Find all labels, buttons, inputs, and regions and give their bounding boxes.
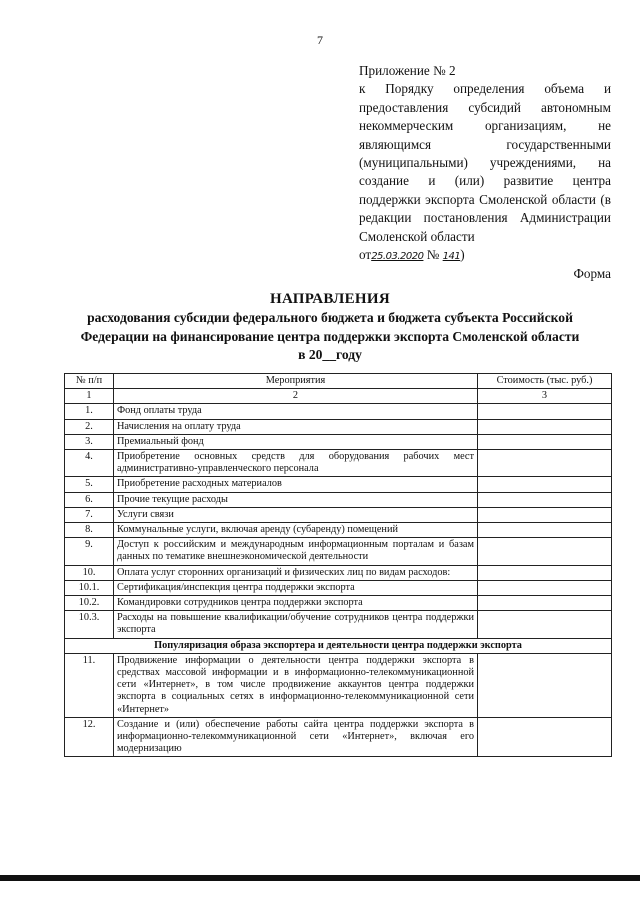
document-title [60,289,600,365]
table-row [65,565,612,580]
page-number: 7 [317,33,323,47]
row-number: 10.2. [65,596,114,611]
row-cost [478,492,612,507]
table-row [65,404,612,419]
row-cost [478,580,612,595]
header-cost: Стоимость (тыс. руб.) [478,374,612,389]
table-row [65,717,612,757]
row-activity: Сертификация/инспекция центра поддержки экспорта [114,580,478,595]
row-number: 4. [65,450,114,477]
expense-table [64,373,612,757]
row-activity: Доступ к российским и международным информационным порталам и базам данных по тематике внешнеэкономической деятельности [114,538,478,565]
from-prefix: от [359,247,372,263]
row-cost [478,565,612,580]
handwritten-number: 141 [442,251,461,263]
section-heading-row [65,638,612,653]
row-number: 6. [65,492,114,507]
table-row [65,419,612,434]
row-cost [478,653,612,717]
row-number: 12. [65,717,114,757]
column-number-1: 1 [65,389,114,404]
row-cost [478,450,612,477]
appendix-date-line [359,246,611,266]
row-number: 9. [65,538,114,565]
row-activity: Расходы на повышение квалификации/обучение сотрудников центра поддержки экспорта [114,611,478,638]
table-row [65,538,612,565]
row-number: 10. [65,565,114,580]
row-cost [478,717,612,757]
row-activity: Премиальный фонд [114,434,478,449]
row-cost [478,538,612,565]
row-number: 3. [65,434,114,449]
row-cost [478,611,612,638]
row-cost [478,523,612,538]
row-activity: Создание и (или) обеспечение работы сайта центра поддержки экспорта в информационно-телекоммуникационной сети «Интернет», включая его модернизацию [114,717,478,757]
title-line-4: в 20__году [298,347,362,362]
row-cost [478,507,612,522]
row-cost [478,434,612,449]
row-activity: Оплата услуг сторонних организаций и физических лиц по видам расходов: [114,565,478,580]
row-cost [478,419,612,434]
section-heading: Популяризация образа экспортера и деятельности центра поддержки экспорта [65,638,612,653]
table-row [65,450,612,477]
handwritten-date: 25.03.2020 [371,251,424,263]
row-number: 10.1. [65,580,114,595]
table-header-row [65,374,612,389]
header-num: № п/п [65,374,114,389]
form-label: Форма [573,266,611,281]
header-activity: Мероприятия [114,374,478,389]
title-line-1: НАПРАВЛЕНИЯ [270,291,390,307]
table-row [65,596,612,611]
row-activity: Начисления на оплату труда [114,419,478,434]
table-row [65,611,612,638]
row-number: 5. [65,477,114,492]
closing-paren: ) [460,247,465,263]
row-activity: Коммунальные услуги, включая аренду (субаренду) помещений [114,523,478,538]
table-row [65,492,612,507]
number-prefix: № [426,247,440,263]
row-activity: Приобретение расходных материалов [114,477,478,492]
row-number: 1. [65,404,114,419]
column-number-2: 2 [114,389,478,404]
row-cost [478,477,612,492]
row-activity: Продвижение информации о деятельности центра поддержки экспорта в средствах массовой информации и в информационно-телекоммуникационной сети «Интернет», в том числе продвижение аккаунтов центра поддержки экспорта в социальных сетях в информационно-телекоммуникационной сети «Интернет» [114,653,478,717]
row-cost [478,596,612,611]
table-row [65,477,612,492]
table-row [65,653,612,717]
table-row [65,434,612,449]
appendix-body: к Порядку определения объема и предоставления субсидий автономным некоммерческим организациям, не являющимся государственными (муниципальными) учреждениями, на создание и (или) развитие центра поддержки экспорта Смоленской области (в редакции постановления Администрации Смоленской области [359,81,611,244]
appendix-title: Приложение № 2 [359,63,456,78]
row-activity: Фонд оплаты труда [114,404,478,419]
table-row [65,523,612,538]
table-row [65,580,612,595]
row-number: 10.3. [65,611,114,638]
row-number: 2. [65,419,114,434]
row-activity: Командировки сотрудников центра поддержки экспорта [114,596,478,611]
row-activity: Приобретение основных средств для оборудования рабочих мест административно-управленческого персонала [114,450,478,477]
table-row [65,507,612,522]
row-cost [478,404,612,419]
title-line-3: Федерации на финансирование центра поддержки экспорта Смоленской области [80,328,580,344]
row-activity: Услуги связи [114,507,478,522]
table-column-number-row [65,389,612,404]
row-number: 8. [65,523,114,538]
bottom-border-line [0,875,640,881]
appendix-block [359,62,611,266]
title-line-2: расходования субсидии федерального бюджета и бюджета субъекта Российской [87,310,573,325]
row-activity: Прочие текущие расходы [114,492,478,507]
row-number: 11. [65,653,114,717]
column-number-3: 3 [478,389,612,404]
row-number: 7. [65,507,114,522]
